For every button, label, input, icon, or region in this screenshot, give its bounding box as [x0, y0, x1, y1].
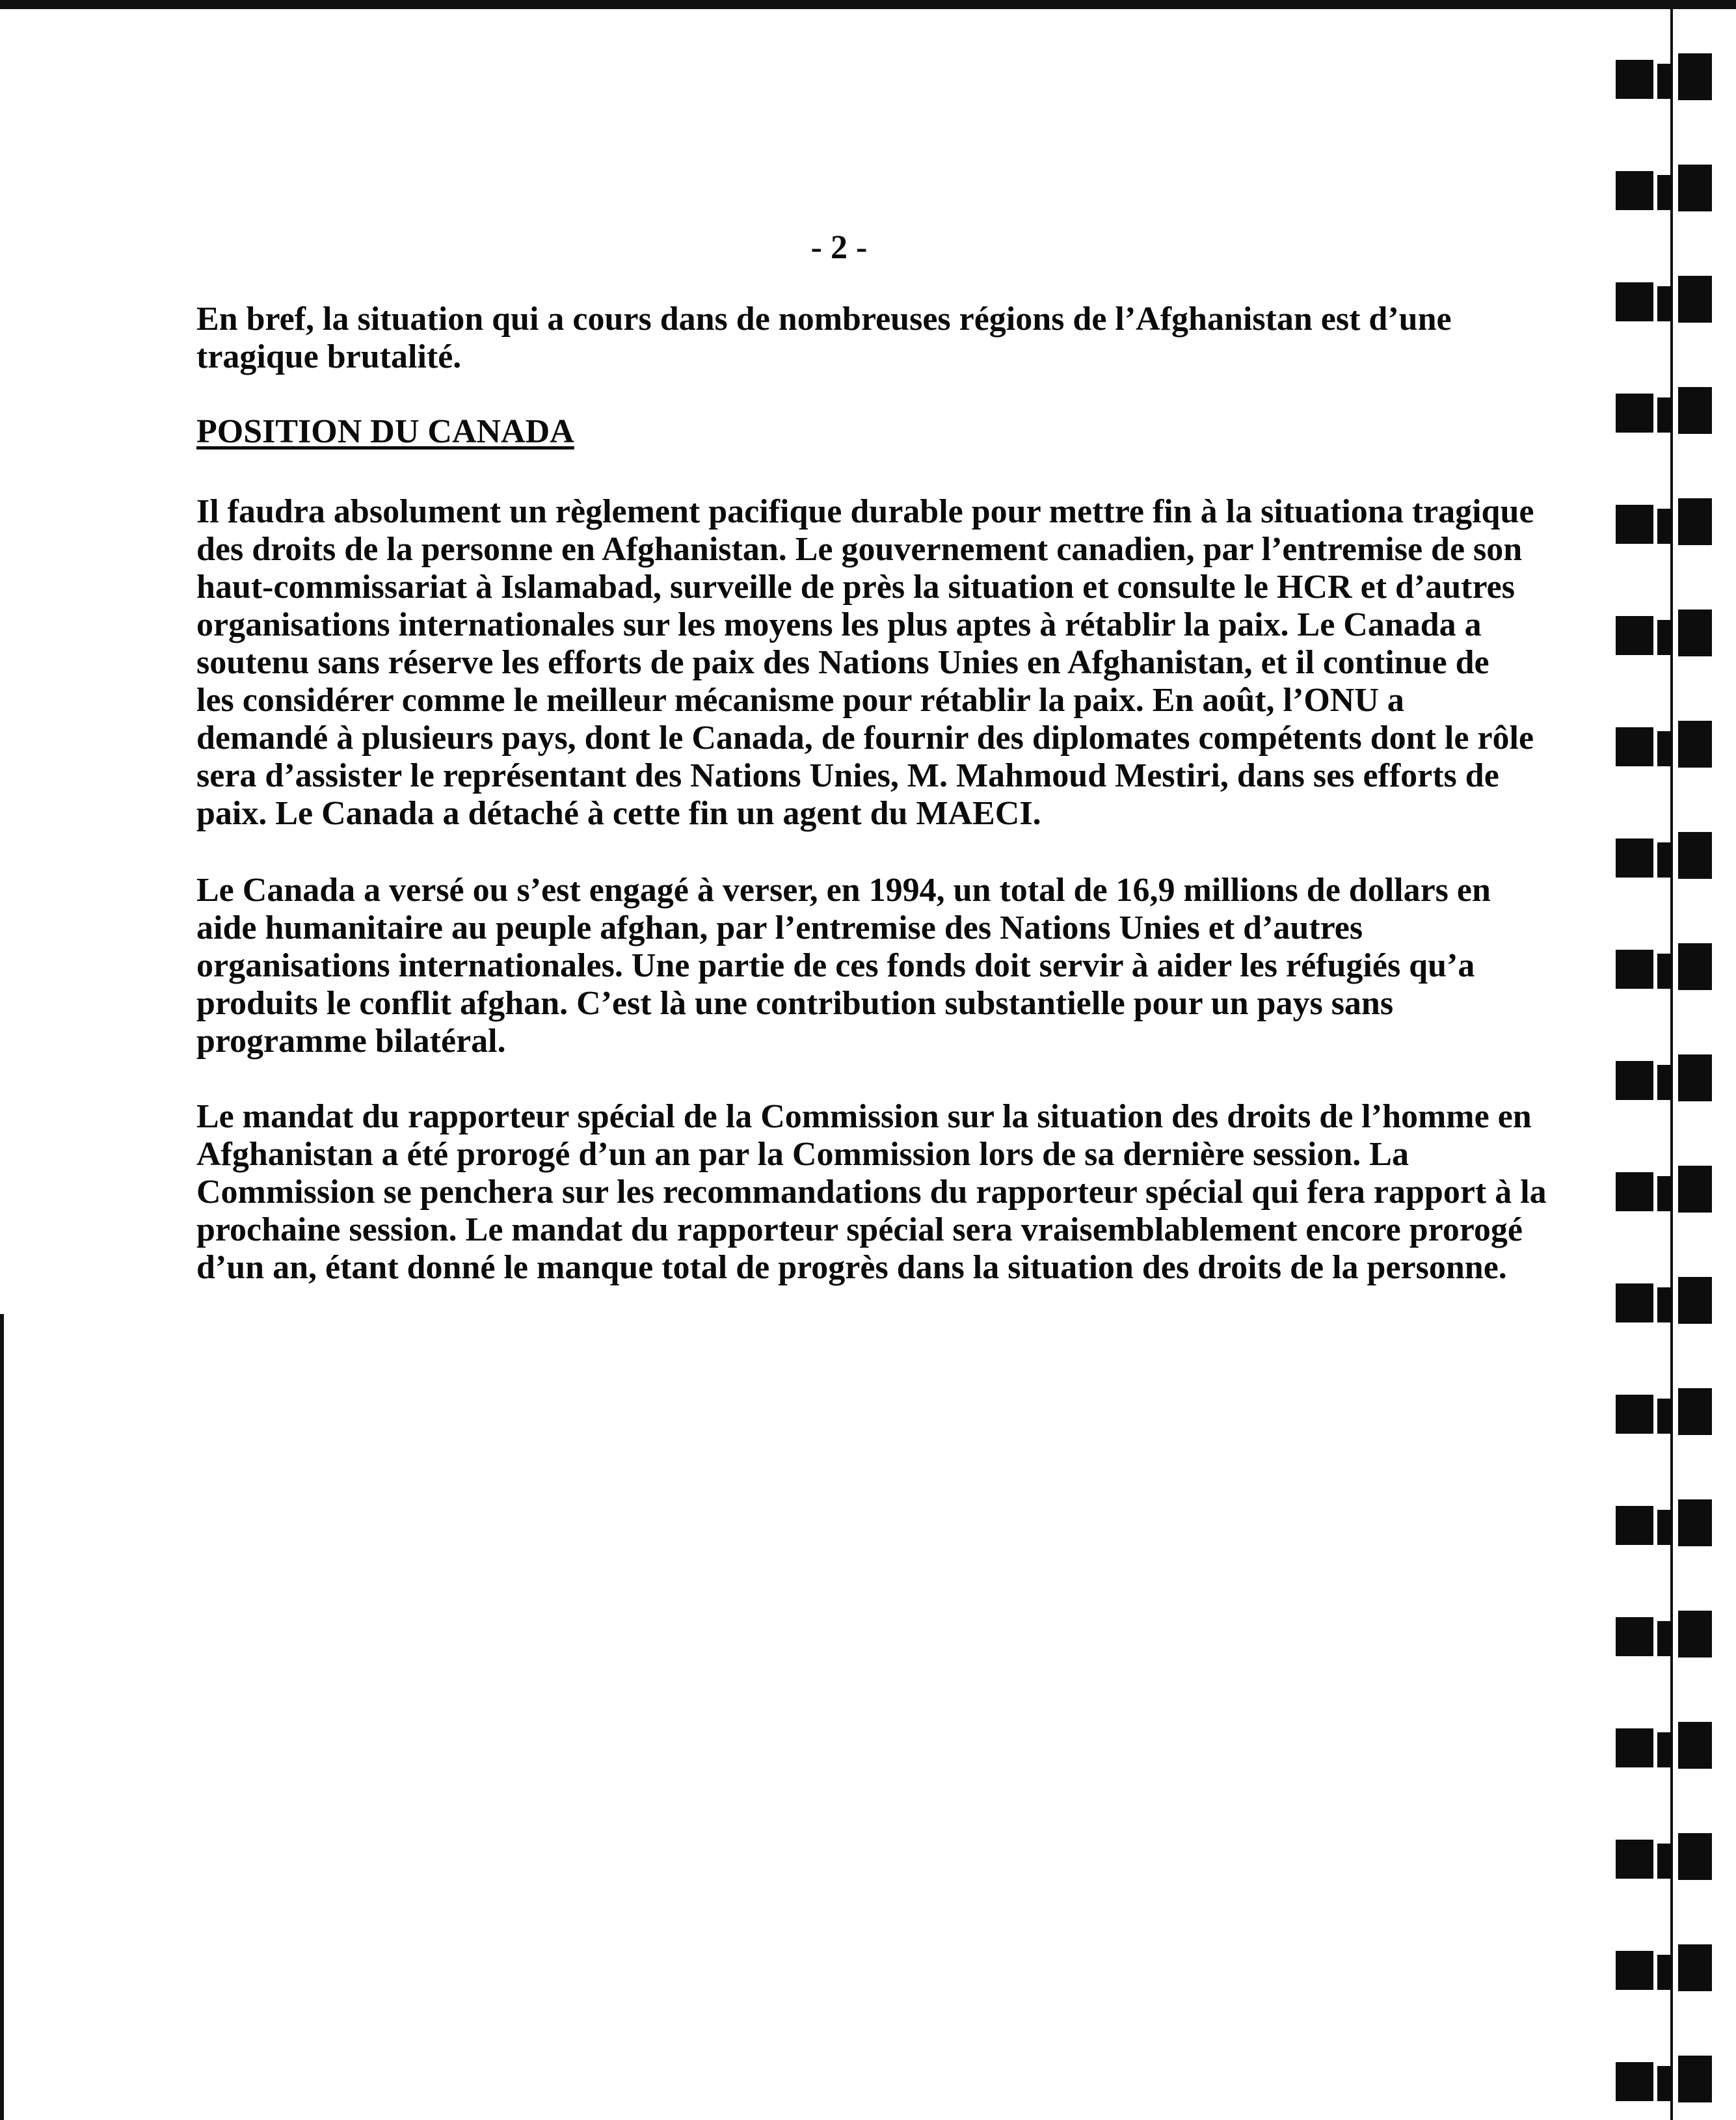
paragraph-line: Il faudra absolument un règlement pacifique durable pour mettre fin à la situationa tragique — [196, 493, 1534, 530]
paragraph-line: paix. Le Canada a détaché à cette fin un agent du MAECI. — [196, 795, 1041, 832]
paragraph-line: soutenu sans réserve les efforts de paix des Nations Unies en Afghanistan, et il continue de — [196, 644, 1489, 681]
binding-ring — [1616, 1833, 1712, 1880]
binding-ring — [1616, 1611, 1712, 1657]
binding-ring — [1616, 1277, 1712, 1324]
binding-ring — [1616, 1054, 1712, 1101]
binding-ring — [1616, 610, 1712, 656]
binding-ring — [1616, 943, 1712, 990]
paragraph-line: Afghanistan a été prorogé d’un an par la Commission lors de sa dernière session. La — [196, 1136, 1409, 1173]
paragraph-humanitarian-aid — [196, 872, 1497, 1060]
binding-ring — [1616, 498, 1712, 545]
binding-ring — [1616, 721, 1712, 768]
intro-paragraph — [196, 301, 1497, 376]
binding-ring — [1616, 1166, 1712, 1213]
paragraph-line: produits le conflit afghan. C’est là une contribution substantielle pour un pays sans — [196, 985, 1394, 1022]
paragraph-line: des droits de la personne en Afghanistan. Le gouvernement canadien, par l’entremise de son — [196, 531, 1523, 568]
paragraph-line: programme bilatéral. — [196, 1023, 506, 1060]
paragraph-special-rapporteur — [196, 1098, 1547, 1287]
paragraph-line: prochaine session. Le mandat du rapporteur spécial sera vraisemblablement encore prorogé — [196, 1211, 1523, 1248]
binding-ring — [1616, 1388, 1712, 1435]
paragraph-line: d’un an, étant donné le manque total de progrès dans la situation des droits de la personne. — [196, 1249, 1507, 1286]
paragraph-canada-position — [196, 493, 1534, 833]
binding-ring — [1616, 165, 1712, 211]
paragraph-line: haut-commissariat à Islamabad, surveille de près la situation et consulte le HCR et d’autres — [196, 569, 1515, 606]
paragraph-line: Le Canada a versé ou s’est engagé à verser, en 1994, un total de 16,9 millions de dollars en — [196, 872, 1491, 909]
spiral-binding — [1587, 0, 1736, 2120]
paragraph-line: Le mandat du rapporteur spécial de la Commission sur la situation des droits de l’homme en — [196, 1098, 1532, 1135]
binding-rings — [1616, 53, 1712, 2102]
page-number: - 2 - — [810, 229, 868, 266]
paragraph-line: les considérer comme le meilleur mécanisme pour rétablir la paix. En août, l’ONU a — [196, 682, 1404, 719]
section-heading: POSITION DU CANADA — [196, 413, 574, 450]
paragraph-line: aide humanitaire au peuple afghan, par l’entremise des Nations Unies et d’autres — [196, 909, 1363, 946]
intro-line: tragique brutalité. — [196, 338, 462, 375]
binding-ring — [1616, 2056, 1712, 2102]
intro-line: En bref, la situation qui a cours dans de nombreuses régions de l’Afghanistan est d’une — [196, 301, 1452, 338]
paragraph-line: organisations internationales sur les moyens les plus aptes à rétablir la paix. Le Canada a — [196, 606, 1482, 643]
binding-ring — [1616, 53, 1712, 100]
binding-ring — [1616, 1944, 1712, 1991]
spiral-binding-graphic — [1587, 0, 1736, 2120]
binding-ring — [1616, 387, 1712, 434]
paragraph-line: demandé à plusieurs pays, dont le Canada, de fournir des diplomates compétents dont le rôle — [196, 719, 1534, 757]
scan-top-edge — [0, 0, 1736, 9]
binding-ring — [1616, 1722, 1712, 1769]
binding-ring — [1616, 1499, 1712, 1546]
paragraph-line: sera d’assister le représentant des Nations Unies, M. Mahmoud Mestiri, dans ses efforts de — [196, 757, 1499, 794]
binding-ring — [1616, 832, 1712, 879]
paragraph-line: organisations internationales. Une partie de ces fonds doit servir à aider les réfugiés qu’a — [196, 947, 1475, 984]
paragraph-line: Commission se penchera sur les recommandations du rapporteur spécial qui fera rapport à la — [196, 1174, 1547, 1211]
scan-left-edge — [0, 1314, 4, 2120]
binding-ring — [1616, 276, 1712, 323]
